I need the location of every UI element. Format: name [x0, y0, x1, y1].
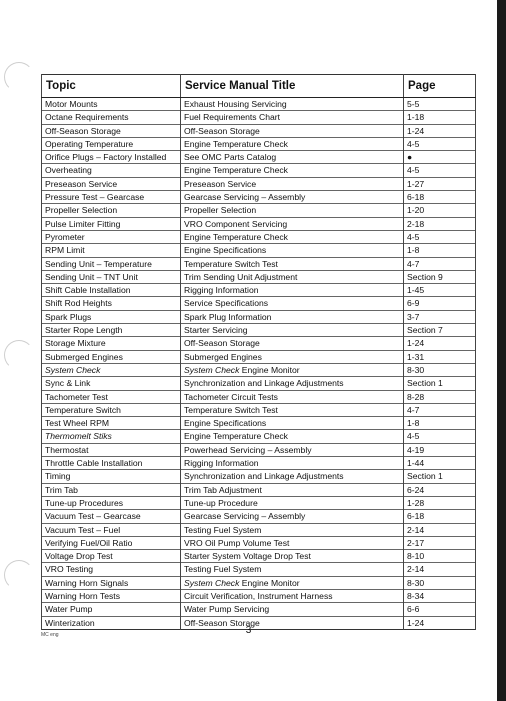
manual-title-cell: VRO Component Servicing: [181, 217, 404, 230]
topic-cell: Submerged Engines: [42, 350, 181, 363]
table-row: [42, 363, 476, 376]
topic-cell: Water Pump: [42, 603, 181, 616]
table-row: [42, 111, 476, 124]
manual-title-cell: Engine Specifications: [181, 417, 404, 430]
topic-cell: RPM Limit: [42, 244, 181, 257]
manual-title-cell: Testing Fuel System: [181, 563, 404, 576]
topic-cell: Preseason Service: [42, 177, 181, 190]
table-row: [42, 177, 476, 190]
topic-cell: Off-Season Storage: [42, 124, 181, 137]
table-row: [42, 310, 476, 323]
topic-cell: Test Wheel RPM: [42, 417, 181, 430]
manual-title-cell: Service Specifications: [181, 297, 404, 310]
topic-cell: Sending Unit – Temperature: [42, 257, 181, 270]
table-row: [42, 284, 476, 297]
topic-cell: Operating Temperature: [42, 137, 181, 150]
page-cell: 8-34: [404, 589, 476, 602]
topic-cell: Winterization: [42, 616, 181, 629]
topic-cell: Storage Mixture: [42, 337, 181, 350]
page-cell: 4-19: [404, 443, 476, 456]
table-row: [42, 457, 476, 470]
manual-title-cell: Temperature Switch Test: [181, 257, 404, 270]
topic-cell: Orifice Plugs – Factory Installed: [42, 151, 181, 164]
page-cell: 6-9: [404, 297, 476, 310]
page-cell: 6-24: [404, 483, 476, 496]
manual-title-cell: Gearcase Servicing – Assembly: [181, 510, 404, 523]
page-cell: 4-7: [404, 403, 476, 416]
punch-hole-mark: [4, 340, 34, 370]
manual-title-cell: Trim Sending Unit Adjustment: [181, 270, 404, 283]
table-row: [42, 297, 476, 310]
table-row: [42, 523, 476, 536]
page-cell: 3-7: [404, 310, 476, 323]
table-row: [42, 124, 476, 137]
topic-cell: Warning Horn Signals: [42, 576, 181, 589]
topic-cell: Timing: [42, 470, 181, 483]
topic-cell: Pressure Test – Gearcase: [42, 191, 181, 204]
table-row: [42, 204, 476, 217]
topic-cell: Tune-up Procedures: [42, 496, 181, 509]
manual-title-cell: Rigging Information: [181, 284, 404, 297]
topic-cell: Warning Horn Tests: [42, 589, 181, 602]
manual-title-cell: Water Pump Servicing: [181, 603, 404, 616]
manual-title-cell: Fuel Requirements Chart: [181, 111, 404, 124]
topic-cell: Tachometer Test: [42, 390, 181, 403]
table-row: [42, 430, 476, 443]
manual-title-cell: Trim Tab Adjustment: [181, 483, 404, 496]
page-cell: Section 7: [404, 324, 476, 337]
table-row: [42, 443, 476, 456]
page-cell: 8-30: [404, 576, 476, 589]
manual-title-cell: Synchronization and Linkage Adjustments: [181, 377, 404, 390]
manual-title-cell: Preseason Service: [181, 177, 404, 190]
table-row: [42, 337, 476, 350]
page-cell: 5-5: [404, 98, 476, 111]
topic-cell: Verifying Fuel/Oil Ratio: [42, 536, 181, 549]
page-cell: 1-24: [404, 337, 476, 350]
table-row: [42, 350, 476, 363]
page-cell: 1-31: [404, 350, 476, 363]
manual-title-cell: Temperature Switch Test: [181, 403, 404, 416]
topic-cell: Vacuum Test – Fuel: [42, 523, 181, 536]
topic-cell: Vacuum Test – Gearcase: [42, 510, 181, 523]
page-cell: Section 1: [404, 377, 476, 390]
manual-title-cell: Tune-up Procedure: [181, 496, 404, 509]
header-service-manual-title: Service Manual Title: [181, 75, 404, 98]
page-cell: 2-18: [404, 217, 476, 230]
page-cell: 1-27: [404, 177, 476, 190]
topic-cell: Pulse Limiter Fitting: [42, 217, 181, 230]
manual-title-cell: Circuit Verification, Instrument Harness: [181, 589, 404, 602]
page-cell: 1-28: [404, 496, 476, 509]
page-cell: 1-44: [404, 457, 476, 470]
page-cell: Section 9: [404, 270, 476, 283]
manual-title-cell: Engine Temperature Check: [181, 164, 404, 177]
table-row: [42, 324, 476, 337]
table-row: [42, 550, 476, 563]
manual-title-cell: Rigging Information: [181, 457, 404, 470]
service-topic-table: [41, 74, 476, 630]
manual-title-cell: Engine Temperature Check: [181, 137, 404, 150]
manual-title-cell: Engine Temperature Check: [181, 230, 404, 243]
topic-cell: Thermomelt Stiks: [42, 430, 181, 443]
footer-code: MC eng: [41, 632, 59, 638]
page-cell: 6-18: [404, 510, 476, 523]
topic-cell: Temperature Switch: [42, 403, 181, 416]
manual-title-cell: Exhaust Housing Servicing: [181, 98, 404, 111]
page-cell: 8-28: [404, 390, 476, 403]
header-page: Page: [404, 75, 476, 98]
manual-title-cell: Tachometer Circuit Tests: [181, 390, 404, 403]
manual-title-cell: Off-Season Storage: [181, 124, 404, 137]
page-cell: 1-45: [404, 284, 476, 297]
page-cell: 1-24: [404, 124, 476, 137]
manual-title-cell: See OMC Parts Catalog: [181, 151, 404, 164]
topic-cell: Thermostat: [42, 443, 181, 456]
page-cell: 6-6: [404, 603, 476, 616]
manual-title-cell: Starter System Voltage Drop Test: [181, 550, 404, 563]
table-row: [42, 576, 476, 589]
page-cell: 8-10: [404, 550, 476, 563]
manual-title-cell: Spark Plug Information: [181, 310, 404, 323]
table-row: [42, 270, 476, 283]
manual-title-cell: Engine Specifications: [181, 244, 404, 257]
table-row: [42, 470, 476, 483]
page-cell: 1-24: [404, 616, 476, 629]
manual-title-cell: Submerged Engines: [181, 350, 404, 363]
topic-cell: Starter Rope Length: [42, 324, 181, 337]
table-row: [42, 510, 476, 523]
topic-cell: Throttle Cable Installation: [42, 457, 181, 470]
table-row: [42, 563, 476, 576]
manual-title-cell: Synchronization and Linkage Adjustments: [181, 470, 404, 483]
page-cell: 2-14: [404, 523, 476, 536]
topic-cell: Pyrometer: [42, 230, 181, 243]
page-cell: 4-5: [404, 137, 476, 150]
page-cell: ●: [404, 151, 476, 164]
table-row: [42, 217, 476, 230]
table-row: [42, 191, 476, 204]
table-row: [42, 377, 476, 390]
table-row: [42, 151, 476, 164]
page-cell: 2-17: [404, 536, 476, 549]
page-cell: 4-5: [404, 164, 476, 177]
manual-title-cell: Off-Season Storage: [181, 616, 404, 629]
table-row: [42, 603, 476, 616]
table-row: [42, 483, 476, 496]
manual-title-cell: System Check Engine Monitor: [181, 576, 404, 589]
table-row: [42, 390, 476, 403]
manual-title-cell: Starter Servicing: [181, 324, 404, 337]
topic-cell: Sending Unit – TNT Unit: [42, 270, 181, 283]
table-row: [42, 230, 476, 243]
page-cell: 2-14: [404, 563, 476, 576]
table-row: [42, 244, 476, 257]
topic-cell: Motor Mounts: [42, 98, 181, 111]
manual-title-cell: Off-Season Storage: [181, 337, 404, 350]
punch-hole-mark: [4, 560, 34, 590]
topic-cell: Spark Plugs: [42, 310, 181, 323]
table-row: [42, 403, 476, 416]
page-cell: 4-5: [404, 430, 476, 443]
manual-title-cell: Testing Fuel System: [181, 523, 404, 536]
topic-cell: Propeller Selection: [42, 204, 181, 217]
page-cell: 1-8: [404, 244, 476, 257]
table-row: [42, 164, 476, 177]
table-row: [42, 536, 476, 549]
topic-cell: Trim Tab: [42, 483, 181, 496]
page-cell: 1-20: [404, 204, 476, 217]
topic-cell: Shift Cable Installation: [42, 284, 181, 297]
scan-edge: [497, 0, 506, 701]
topic-cell: Octane Requirements: [42, 111, 181, 124]
page-cell: 6-18: [404, 191, 476, 204]
table-header-row: [42, 75, 476, 98]
table-row: [42, 417, 476, 430]
manual-title-cell: System Check Engine Monitor: [181, 363, 404, 376]
table-row: [42, 257, 476, 270]
page-cell: Section 1: [404, 470, 476, 483]
manual-title-cell: Engine Temperature Check: [181, 430, 404, 443]
topic-cell: Voltage Drop Test: [42, 550, 181, 563]
table-row: [42, 137, 476, 150]
manual-title-cell: Propeller Selection: [181, 204, 404, 217]
manual-title-cell: Gearcase Servicing – Assembly: [181, 191, 404, 204]
topic-cell: Sync & Link: [42, 377, 181, 390]
page-cell: 1-8: [404, 417, 476, 430]
topic-cell: Shift Rod Heights: [42, 297, 181, 310]
page-cell: 1-18: [404, 111, 476, 124]
page-cell: 4-7: [404, 257, 476, 270]
manual-title-cell: VRO Oil Pump Volume Test: [181, 536, 404, 549]
table-row: [42, 98, 476, 111]
topic-cell: System Check: [42, 363, 181, 376]
topic-cell: VRO Testing: [42, 563, 181, 576]
punch-hole-mark: [4, 62, 34, 92]
topic-cell: Overheating: [42, 164, 181, 177]
manual-title-cell: Powerhead Servicing – Assembly: [181, 443, 404, 456]
table-row: [42, 496, 476, 509]
page-cell: 8-30: [404, 363, 476, 376]
page-cell: 4-5: [404, 230, 476, 243]
page-number: 3: [245, 625, 252, 636]
header-topic: Topic: [42, 75, 181, 98]
table-row: [42, 589, 476, 602]
